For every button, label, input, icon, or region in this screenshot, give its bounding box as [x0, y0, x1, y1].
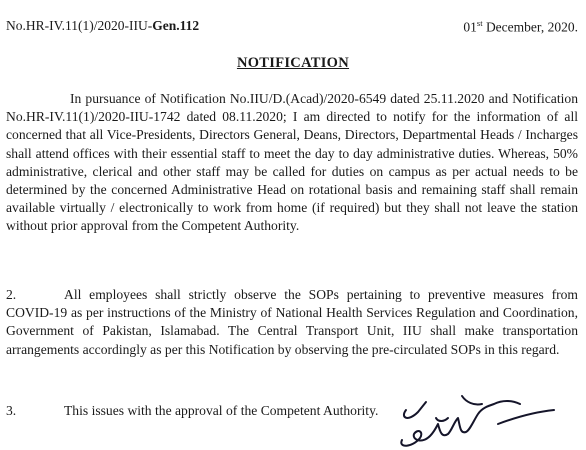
document-date: 01st December, 2020. — [463, 18, 578, 35]
document-header — [6, 18, 578, 38]
paragraph-2-number: 2. — [6, 287, 17, 302]
paragraph-1: In pursuance of Notification No.IIU/D.(Acad)/2020-6549 dated 25.11.2020 and Notification No.HR-IV.11(1)/2020-IIU-1742 dated 08.11.2020; I am directed to notify for the information of all concerned that all Vice-Presidents, Directors General, Deans, Directors, Departmental Heads / Incharges shall attend offices with their essential staff to meet the day to day administrative duties. Whereas, 50% administrative, clerical and other staff may be called for duties on campus as per actual needs to be determined by the concerned Administrative Head on rotational basis and remaining staff shall remain available virtually / electronically to work from home (if required) but they shall not leave the station without prior approval from the Competent Authority. — [6, 91, 578, 234]
reference-number-bold: Gen.112 — [152, 18, 200, 33]
paragraph-3-number: 3. — [6, 403, 17, 418]
paragraph-2 — [6, 286, 578, 359]
paragraph-2-text: All employees shall strictly observe the SOPs pertaining to preventive measures from COVID-19 as per instructions of the Ministry of National Health Services Regulation and Coordination, Government of Pakistan, Islamabad. The Central Transport Unit, IIU shall make transportation arrangements accordingly as per this Notification by observing the pre-circulated SOPs in this regard. — [6, 287, 578, 357]
reference-number: No.HR-IV.11(1)/2020-IIU-Gen.112 — [6, 18, 200, 33]
handwritten-signature — [378, 388, 578, 450]
paragraph-3-text: This issues with the approval of the Competent Authority. — [64, 403, 379, 418]
document-title: NOTIFICATION — [236, 55, 350, 71]
